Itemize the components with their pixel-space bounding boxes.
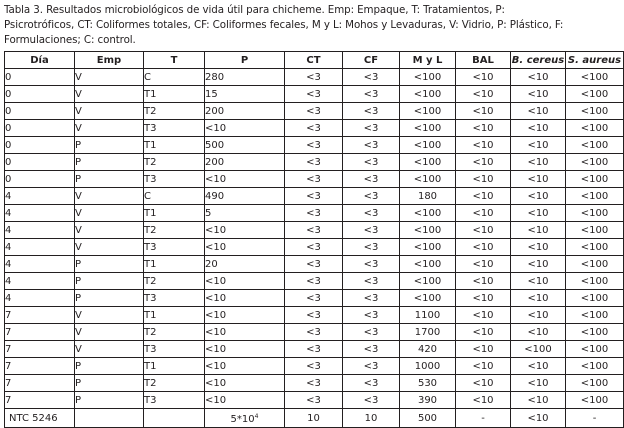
cell-psicrotroficos: 20 [205, 256, 285, 273]
cell-dia: 0 [5, 137, 75, 154]
standard-p-base: 5*10 [230, 414, 255, 425]
table-row [5, 392, 624, 409]
table-row [5, 69, 624, 86]
cell-b-cereus: <10 [511, 239, 566, 256]
cell-dia: 7 [5, 358, 75, 375]
cell-mohos-levaduras: <100 [400, 171, 456, 188]
header-cf: CF [343, 52, 400, 69]
header-emp: Emp [75, 52, 144, 69]
table-row [5, 120, 624, 137]
cell-coliformes-fecales: <3 [343, 137, 400, 154]
cell-bal: <10 [456, 392, 511, 409]
cell-mohos-levaduras: <100 [400, 154, 456, 171]
cell-b-cereus: <10 [511, 205, 566, 222]
cell-emp: P [75, 290, 144, 307]
cell-mohos-levaduras: 1700 [400, 324, 456, 341]
cell-dia: 0 [5, 103, 75, 120]
table-row [5, 188, 624, 205]
cell-treatment: T1 [144, 256, 205, 273]
cell-coliformes-totales: <3 [285, 341, 343, 358]
cell-b-cereus: <10 [511, 222, 566, 239]
cell-s-aureus: <100 [566, 239, 624, 256]
cell-s-aureus: <100 [566, 86, 624, 103]
cell-psicrotroficos: <10 [205, 324, 285, 341]
standard-t [144, 409, 205, 428]
cell-emp: V [75, 307, 144, 324]
cell-dia: 0 [5, 154, 75, 171]
cell-mohos-levaduras: <100 [400, 120, 456, 137]
cell-mohos-levaduras: <100 [400, 256, 456, 273]
cell-emp: V [75, 120, 144, 137]
cell-emp: V [75, 103, 144, 120]
cell-treatment: T2 [144, 222, 205, 239]
table-row [5, 86, 624, 103]
cell-coliformes-fecales: <3 [343, 205, 400, 222]
cell-dia: 0 [5, 69, 75, 86]
cell-psicrotroficos: <10 [205, 222, 285, 239]
cell-b-cereus: <10 [511, 171, 566, 188]
cell-coliformes-fecales: <3 [343, 69, 400, 86]
cell-coliformes-fecales: <3 [343, 103, 400, 120]
table-row [5, 375, 624, 392]
cell-treatment: T3 [144, 341, 205, 358]
cell-b-cereus: <10 [511, 86, 566, 103]
standard-b-cereus: <10 [511, 409, 566, 428]
cell-coliformes-fecales: <3 [343, 392, 400, 409]
cell-psicrotroficos: <10 [205, 273, 285, 290]
cell-dia: 4 [5, 273, 75, 290]
cell-mohos-levaduras: 1000 [400, 358, 456, 375]
cell-coliformes-fecales: <3 [343, 273, 400, 290]
cell-coliformes-totales: <3 [285, 324, 343, 341]
table-row [5, 103, 624, 120]
cell-mohos-levaduras: <100 [400, 290, 456, 307]
cell-psicrotroficos: <10 [205, 341, 285, 358]
cell-coliformes-fecales: <3 [343, 256, 400, 273]
cell-mohos-levaduras: 530 [400, 375, 456, 392]
cell-dia: 0 [5, 171, 75, 188]
cell-s-aureus: <100 [566, 392, 624, 409]
cell-s-aureus: <100 [566, 256, 624, 273]
table-caption: Tabla 3. Resultados microbiológicos de vida útil para chicheme. Emp: Empaque, T: Tratamientos, P: Psicrotróficos, CT: Coliformes totales, CF: Coliformes fecales, M y L: Mohos y Levaduras, V: Vidrio, P: Plástico, F: Formulaciones; C: control. [4, 4, 564, 46]
cell-treatment: T2 [144, 375, 205, 392]
results-table [4, 51, 624, 428]
cell-coliformes-totales: <3 [285, 205, 343, 222]
cell-b-cereus: <10 [511, 120, 566, 137]
table-row [5, 290, 624, 307]
cell-treatment: T3 [144, 120, 205, 137]
cell-bal: <10 [456, 188, 511, 205]
cell-emp: V [75, 239, 144, 256]
table-row [5, 205, 624, 222]
cell-coliformes-fecales: <3 [343, 120, 400, 137]
cell-coliformes-totales: <3 [285, 69, 343, 86]
cell-s-aureus: <100 [566, 205, 624, 222]
table-row [5, 341, 624, 358]
cell-bal: <10 [456, 222, 511, 239]
cell-psicrotroficos: 200 [205, 103, 285, 120]
table-row [5, 154, 624, 171]
cell-coliformes-totales: <3 [285, 307, 343, 324]
header-t: T [144, 52, 205, 69]
cell-coliformes-fecales: <3 [343, 307, 400, 324]
cell-s-aureus: <100 [566, 358, 624, 375]
cell-s-aureus: <100 [566, 341, 624, 358]
cell-coliformes-totales: <3 [285, 154, 343, 171]
table-row [5, 358, 624, 375]
cell-psicrotroficos: <10 [205, 171, 285, 188]
cell-bal: <10 [456, 358, 511, 375]
cell-coliformes-fecales: <3 [343, 290, 400, 307]
cell-psicrotroficos: 280 [205, 69, 285, 86]
header-s-aureus: S. aureus [566, 52, 624, 69]
table-row [5, 137, 624, 154]
standard-label: NTC 5246 [5, 409, 75, 428]
cell-treatment: T1 [144, 137, 205, 154]
cell-dia: 7 [5, 341, 75, 358]
cell-coliformes-totales: <3 [285, 239, 343, 256]
standard-bal: - [456, 409, 511, 428]
cell-bal: <10 [456, 273, 511, 290]
cell-s-aureus: <100 [566, 273, 624, 290]
cell-b-cereus: <10 [511, 154, 566, 171]
cell-s-aureus: <100 [566, 154, 624, 171]
cell-coliformes-totales: <3 [285, 171, 343, 188]
cell-treatment: T1 [144, 358, 205, 375]
cell-s-aureus: <100 [566, 103, 624, 120]
table-row [5, 273, 624, 290]
cell-dia: 4 [5, 256, 75, 273]
cell-emp: V [75, 86, 144, 103]
cell-b-cereus: <10 [511, 273, 566, 290]
cell-mohos-levaduras: 420 [400, 341, 456, 358]
cell-emp: V [75, 341, 144, 358]
cell-treatment: T1 [144, 307, 205, 324]
cell-mohos-levaduras: <100 [400, 239, 456, 256]
cell-coliformes-totales: <3 [285, 392, 343, 409]
cell-coliformes-fecales: <3 [343, 86, 400, 103]
cell-mohos-levaduras: <100 [400, 205, 456, 222]
table-row [5, 307, 624, 324]
cell-psicrotroficos: 490 [205, 188, 285, 205]
cell-bal: <10 [456, 256, 511, 273]
cell-bal: <10 [456, 324, 511, 341]
cell-emp: P [75, 154, 144, 171]
cell-bal: <10 [456, 69, 511, 86]
cell-bal: <10 [456, 239, 511, 256]
cell-mohos-levaduras: <100 [400, 273, 456, 290]
cell-psicrotroficos: 15 [205, 86, 285, 103]
standard-row [5, 409, 624, 428]
cell-treatment: C [144, 188, 205, 205]
cell-dia: 4 [5, 205, 75, 222]
cell-b-cereus: <10 [511, 103, 566, 120]
cell-treatment: T2 [144, 103, 205, 120]
cell-psicrotroficos: 5 [205, 205, 285, 222]
cell-b-cereus: <10 [511, 358, 566, 375]
cell-mohos-levaduras: <100 [400, 222, 456, 239]
cell-bal: <10 [456, 290, 511, 307]
cell-psicrotroficos: <10 [205, 120, 285, 137]
cell-emp: P [75, 358, 144, 375]
cell-emp: P [75, 171, 144, 188]
cell-s-aureus: <100 [566, 171, 624, 188]
standard-cf: 10 [343, 409, 400, 428]
table-body [5, 69, 624, 428]
cell-s-aureus: <100 [566, 375, 624, 392]
cell-coliformes-totales: <3 [285, 103, 343, 120]
cell-treatment: T3 [144, 392, 205, 409]
cell-psicrotroficos: <10 [205, 392, 285, 409]
cell-coliformes-totales: <3 [285, 188, 343, 205]
cell-b-cereus: <10 [511, 307, 566, 324]
cell-emp: P [75, 256, 144, 273]
cell-treatment: T3 [144, 290, 205, 307]
cell-coliformes-totales: <3 [285, 86, 343, 103]
cell-dia: 7 [5, 375, 75, 392]
header-dia: Día [5, 52, 75, 69]
cell-coliformes-totales: <3 [285, 137, 343, 154]
cell-coliformes-fecales: <3 [343, 239, 400, 256]
cell-bal: <10 [456, 120, 511, 137]
header-myl: M y L [400, 52, 456, 69]
cell-psicrotroficos: <10 [205, 239, 285, 256]
cell-bal: <10 [456, 375, 511, 392]
cell-dia: 4 [5, 290, 75, 307]
cell-coliformes-fecales: <3 [343, 154, 400, 171]
cell-s-aureus: <100 [566, 324, 624, 341]
cell-s-aureus: <100 [566, 188, 624, 205]
cell-treatment: T3 [144, 239, 205, 256]
cell-mohos-levaduras: <100 [400, 86, 456, 103]
cell-emp: V [75, 205, 144, 222]
cell-coliformes-fecales: <3 [343, 358, 400, 375]
cell-emp: P [75, 137, 144, 154]
cell-dia: 0 [5, 120, 75, 137]
header-ct: CT [285, 52, 343, 69]
cell-coliformes-fecales: <3 [343, 375, 400, 392]
cell-treatment: T2 [144, 324, 205, 341]
cell-emp: P [75, 392, 144, 409]
cell-s-aureus: <100 [566, 137, 624, 154]
cell-b-cereus: <10 [511, 324, 566, 341]
cell-bal: <10 [456, 341, 511, 358]
cell-mohos-levaduras: <100 [400, 103, 456, 120]
cell-treatment: T3 [144, 171, 205, 188]
standard-ct: 10 [285, 409, 343, 428]
table-row [5, 239, 624, 256]
cell-emp: V [75, 69, 144, 86]
cell-bal: <10 [456, 205, 511, 222]
cell-coliformes-totales: <3 [285, 358, 343, 375]
cell-coliformes-fecales: <3 [343, 188, 400, 205]
cell-b-cereus: <10 [511, 69, 566, 86]
cell-b-cereus: <10 [511, 137, 566, 154]
cell-treatment: T1 [144, 205, 205, 222]
cell-s-aureus: <100 [566, 120, 624, 137]
cell-psicrotroficos: <10 [205, 375, 285, 392]
cell-dia: 4 [5, 239, 75, 256]
header-p: P [205, 52, 285, 69]
cell-dia: 7 [5, 307, 75, 324]
cell-bal: <10 [456, 171, 511, 188]
cell-bal: <10 [456, 137, 511, 154]
standard-s-aureus: - [566, 409, 624, 428]
cell-dia: 4 [5, 222, 75, 239]
cell-coliformes-fecales: <3 [343, 324, 400, 341]
cell-coliformes-fecales: <3 [343, 171, 400, 188]
header-bal: BAL [456, 52, 511, 69]
cell-emp: V [75, 188, 144, 205]
cell-psicrotroficos: <10 [205, 307, 285, 324]
cell-treatment: T1 [144, 86, 205, 103]
cell-mohos-levaduras: <100 [400, 69, 456, 86]
cell-b-cereus: <10 [511, 256, 566, 273]
cell-psicrotroficos: 200 [205, 154, 285, 171]
cell-bal: <10 [456, 154, 511, 171]
cell-psicrotroficos: 500 [205, 137, 285, 154]
standard-myl: 500 [400, 409, 456, 428]
cell-coliformes-totales: <3 [285, 222, 343, 239]
cell-dia: 4 [5, 188, 75, 205]
cell-dia: 7 [5, 324, 75, 341]
header-row [5, 52, 624, 69]
cell-bal: <10 [456, 86, 511, 103]
standard-emp [75, 409, 144, 428]
cell-coliformes-totales: <3 [285, 273, 343, 290]
standard-p [205, 409, 285, 428]
cell-mohos-levaduras: <100 [400, 137, 456, 154]
cell-psicrotroficos: <10 [205, 290, 285, 307]
cell-dia: 7 [5, 392, 75, 409]
cell-mohos-levaduras: 1100 [400, 307, 456, 324]
cell-mohos-levaduras: 390 [400, 392, 456, 409]
cell-b-cereus: <10 [511, 188, 566, 205]
cell-emp: V [75, 324, 144, 341]
table-row [5, 222, 624, 239]
cell-emp: P [75, 273, 144, 290]
cell-dia: 0 [5, 86, 75, 103]
cell-s-aureus: <100 [566, 69, 624, 86]
header-b-cereus: B. cereus [511, 52, 566, 69]
cell-s-aureus: <100 [566, 307, 624, 324]
cell-b-cereus: <10 [511, 392, 566, 409]
cell-mohos-levaduras: 180 [400, 188, 456, 205]
cell-coliformes-totales: <3 [285, 120, 343, 137]
cell-coliformes-totales: <3 [285, 290, 343, 307]
cell-emp: V [75, 222, 144, 239]
cell-emp: P [75, 375, 144, 392]
table-row [5, 324, 624, 341]
cell-coliformes-totales: <3 [285, 375, 343, 392]
cell-bal: <10 [456, 103, 511, 120]
cell-b-cereus: <100 [511, 341, 566, 358]
cell-psicrotroficos: <10 [205, 358, 285, 375]
cell-b-cereus: <10 [511, 290, 566, 307]
cell-s-aureus: <100 [566, 222, 624, 239]
cell-treatment: T2 [144, 273, 205, 290]
cell-b-cereus: <10 [511, 375, 566, 392]
cell-bal: <10 [456, 307, 511, 324]
cell-s-aureus: <100 [566, 290, 624, 307]
table-row [5, 256, 624, 273]
cell-coliformes-fecales: <3 [343, 341, 400, 358]
cell-treatment: C [144, 69, 205, 86]
cell-coliformes-totales: <3 [285, 256, 343, 273]
standard-p-exponent: 4 [254, 413, 259, 420]
cell-treatment: T2 [144, 154, 205, 171]
table-row [5, 171, 624, 188]
cell-coliformes-fecales: <3 [343, 222, 400, 239]
